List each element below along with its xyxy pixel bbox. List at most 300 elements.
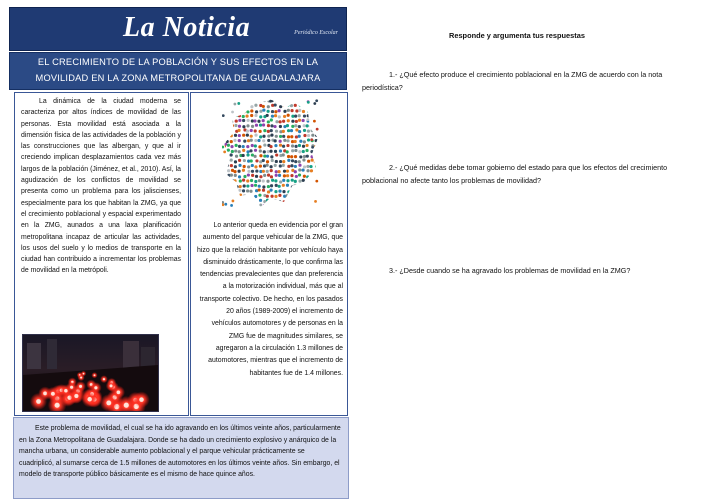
crowd-person-dot [306,165,309,168]
crowd-person-dot [226,134,229,137]
crowd-person-dot [258,145,261,148]
crowd-person-dot [275,174,278,177]
crowd-person-dot [230,145,233,148]
crowd-person-dot [282,130,285,133]
crowd-person-dot [299,140,302,143]
crowd-person-dot [246,124,249,127]
crowd-person-dot [298,114,301,117]
crowd-person-dot [282,190,285,193]
crowd-person-dot [263,174,266,177]
crowd-person-dot [250,114,253,117]
crowd-person-dot [242,119,245,122]
crowd-person-dot [269,145,272,148]
crowd-person-dot [319,114,320,117]
crowd-person-dot [287,129,290,132]
crowd-person-dot [238,145,241,148]
crowd-person-dot [259,175,262,178]
crowd-person-dot [306,185,309,188]
crowd-person-dot [238,114,241,117]
crowd-person-dot [279,120,282,123]
crowd-person-dot [242,145,245,148]
crowd-person-dot [318,104,320,107]
crowd-person-dot [283,170,286,173]
crowd-person-dot [243,159,246,162]
crowd-person-dot [238,204,241,207]
crowd-person-dot [274,199,277,202]
crowd-person-dot [242,134,245,137]
crowd-person-dot [303,99,306,102]
crowd-person-dot [246,130,249,133]
crowd-person-dot [282,200,285,203]
crowd-person-dot [243,175,246,178]
crowd-person-dot [230,100,233,103]
crowd-person-dot [230,153,233,156]
crowd-person-dot [302,195,305,198]
crowd-person-dot [314,160,317,163]
crowd-person-dot [279,135,282,138]
crowd-person-dot [223,170,226,173]
scattered-person-dot [237,102,240,105]
crowd-person-dot [279,204,282,207]
crowd-person-dot [255,159,258,162]
crowd-person-dot [282,135,285,138]
crowd-person-dot [238,110,241,113]
crowd-person-dot [274,139,277,142]
crowd-person-dot [274,103,277,106]
crowd-person-dot [278,200,281,203]
crowd-person-dot [231,114,234,117]
crowd-person-dot [302,110,305,113]
crowd-person-dot [226,184,229,187]
crowd-person-dot [309,194,312,197]
crowd-person-dot [274,190,277,193]
crowd-person-dot [251,125,254,128]
bottom-summary-text [19,423,341,481]
scattered-person-dot [225,143,228,146]
crowd-person-dot [286,174,289,177]
crowd-person-dot [273,125,276,128]
scattered-person-dot [315,180,318,183]
crowd-person-dot [266,170,269,173]
crowd-person-dot [262,189,265,192]
crowd-person-dot [299,155,302,158]
crowd-person-dot [291,159,294,162]
crowd-person-dot [267,124,270,127]
crowd-person-dot [298,168,301,171]
crowd-person-dot [227,105,230,108]
crowd-person-dot [287,114,290,117]
crowd-person-dot [299,183,302,186]
crowd-person-dot [243,165,246,168]
crowd-person-dot [230,174,233,177]
scattered-person-dot [313,120,316,123]
crowd-person-dot [282,120,285,123]
crowd-person-dot [278,115,281,118]
crowd-person-dot [230,194,233,197]
crowd-person-dot [255,110,258,113]
crowd-person-dot [311,159,314,162]
crowd-person-dot [298,100,301,103]
crowd-person-dot [271,159,274,162]
crowd-person-dot [267,150,270,153]
crowd-person-dot [295,190,298,193]
crowd-person-dot [231,188,234,191]
crowd-person-dot [241,104,244,107]
crowd-person-dot [254,144,257,147]
crowd-person-dot [306,194,309,197]
question-3-text: 3.- ¿Desde cuando se ha agravado los problemas de movilidad en la ZMG? [389,266,631,275]
crowd-person-dot [310,155,313,158]
crowd-person-dot [279,144,282,147]
crowd-person-dot [277,170,280,173]
headline-line-2: MOVILIDAD EN LA ZONA METROPOLITANA DE GUADALAJARA [35,73,321,83]
crowd-person-dot [307,110,310,113]
crowd-person-dot [262,135,265,138]
crowd-person-dot [251,174,254,177]
crowd-person-dot [274,114,277,117]
crowd-person-dot [286,139,289,142]
crowd-person-dot [259,149,262,152]
crowd-person-dot [315,150,318,153]
crowd-person-dot [245,114,248,117]
crowd-person-dot [294,145,297,148]
crowd-person-dot [287,190,290,193]
scattered-person-dot [230,204,233,207]
crowd-person-dot [271,110,274,113]
crowd-person-dot [294,99,297,102]
crowd-person-dot [287,135,290,138]
crowd-person-dot [262,159,265,162]
crowd-person-dot [259,154,262,157]
scattered-person-dot [232,200,235,203]
crowd-person-dot [318,119,320,122]
crowd-person-dot [231,124,234,127]
crowd-person-dot [282,184,285,187]
crowd-person-dot [270,205,273,208]
crowd-person-dot [234,160,237,163]
crowd-person-dot [247,99,250,102]
crowd-person-dot [294,149,297,152]
crowd-person-dot [301,205,304,208]
crowd-person-dot [294,160,297,163]
newspaper-title: La Noticia [123,12,251,43]
crowd-person-dot [290,109,293,112]
crowd-person-dot [302,145,305,148]
headline-line-1: EL CRECIMIENTO DE LA POBLACIÓN Y SUS EFECTOS EN LA [37,57,319,67]
crowd-person-dot [239,185,242,188]
crowd-person-dot [274,110,277,113]
crowd-person-dot [257,120,260,123]
crowd-person-dot [270,124,273,127]
crowd-person-dot [318,139,320,142]
crowd-person-dot [227,195,230,198]
crowd-person-dot [222,195,225,198]
crowd-person-dot [243,140,246,143]
crowd-person-dot [226,140,229,143]
crowd-person-dot [238,119,241,122]
crowd-person-dot [315,195,318,198]
crowd-person-dot [259,124,262,127]
crowd-person-dot [287,119,290,122]
crowd-person-dot [223,180,226,183]
crowd-person-dot [306,124,309,127]
crowd-person-dot [230,140,233,143]
crowd-person-dot [287,159,290,162]
crowd-person-dot [222,100,225,103]
crowd-person-dot [262,170,265,173]
crowd-person-dot [313,125,316,128]
crowd-person-dot [250,129,253,132]
crowd-person-dot [259,130,262,133]
crowd-person-dot [254,129,257,132]
crowd-person-dot [246,145,249,148]
crowd-person-dot [235,204,238,207]
crowd-person-dot [309,165,312,168]
crowd-person-dot [278,185,281,188]
crowd-person-dot [314,110,317,113]
crowd-person-dot [235,114,238,117]
scattered-person-dot [224,203,227,206]
crowd-person-dot [311,174,314,177]
crowd-person-dot [257,139,260,142]
crowd-person-dot [279,125,282,128]
scattered-person-dot [316,128,319,131]
crowd-person-dot [286,104,289,107]
crowd-person-dot [302,158,305,161]
traffic-night-photo [22,334,159,412]
crowd-person-dot [294,115,297,118]
crowd-person-dot [283,139,286,142]
crowd-person-dot [279,180,282,183]
crowd-person-dot [274,144,277,147]
crowd-person-dot [271,115,274,118]
crowd-person-dot [319,193,320,196]
crowd-person-dot [303,124,306,127]
crowd-person-dot [302,150,305,153]
crowd-person-dot [274,195,277,198]
crowd-person-dot [234,99,237,102]
crowd-person-dot [242,200,245,203]
crowd-person-dot [233,179,236,182]
crowd-person-dot [310,169,313,172]
traffic-lights-image [23,335,158,411]
scattered-person-dot [222,203,224,206]
crowd-person-dot [294,180,297,183]
crowd-person-dot [243,205,246,208]
crowd-person-dot [246,134,249,137]
crowd-person-dot [298,173,301,176]
crowd-person-dot [258,185,261,188]
crowd-person-dot [290,104,293,107]
crowd-person-dot [239,200,242,203]
crowd-person-dot [270,118,273,121]
crowd-person-dot [285,204,288,207]
crowd-person-dot [294,165,297,168]
crowd-person-dot [250,195,253,198]
crowd-person-dot [298,164,301,167]
crowd-person-dot [234,174,237,177]
crowd-person-dot [270,195,273,198]
scattered-person-dot [223,150,226,153]
crowd-person-dot [275,130,278,133]
crowd-person-dot [303,129,306,132]
crowd-person-dot [222,174,225,177]
crowd-person-dot [249,149,252,152]
crowd-person-dot [262,179,265,182]
crowd-person-dot [239,179,242,182]
crowd-person-dot [266,195,269,198]
left-column-paragraph: La dinámica de la ciudad moderna se caracteriza por altos índices de movilidad de las personas. Esta movilidad está asociada a la dimensión física de las actividades de la población y las construcciones que las albergan, y que al ir creciendo implican desplazamientos cada vez más largos de la población (Jiménez, et al., 2010). Así, la agudización de los conflictos de movilidad se presenta como un problema para los jaliscienses, especialmente para los que habitan la ZMG, ya que el crecimiento poblacional y espacial experimentado en la ZMG, aunados a una laxa planificación metropolitana incapaz de articular las actividades, los usos del suelo y lo medios de transporte en la ciudad han contribuido a incrementar los problemas de movilidad en la metrópoli. [21,98,181,275]
crowd-person-dot [282,145,285,148]
crowd-person-dot [318,100,320,103]
crowd-person-dot [306,180,309,183]
crowd-person-dot [250,100,253,103]
crowd-person-dot [306,175,309,178]
crowd-person-dot [318,169,320,172]
crowd-person-dot [310,124,313,127]
crowd-person-dot [286,150,289,153]
crowd-person-dot [246,184,249,187]
crowd-person-dot [238,164,241,167]
crowd-person-dot [223,135,226,138]
crowd-person-dot [311,109,314,112]
crowd-person-dot [263,129,266,132]
crowd-person-dot [230,159,233,162]
crowd-person-dot [302,104,305,107]
crowd-person-dot [302,199,305,202]
crowd-person-dot [294,140,297,143]
taillight-core [83,373,85,375]
crowd-person-dot [307,134,310,137]
crowd-person-dot [283,99,286,102]
crowd-person-dot [238,139,241,142]
crowd-person-dot [262,185,265,188]
crowd-person-dot [290,195,293,198]
crowd-person-dot [250,109,253,112]
crowd-person-dot [255,175,258,178]
crowd-person-dot [251,204,254,207]
crowd-person-dot [293,184,296,187]
crowd-person-dot [267,134,270,137]
crowd-person-dot [263,143,266,146]
crowd-person-dot [294,155,297,158]
crowd-person-dot [310,190,313,193]
crowd-person-dot [230,128,233,131]
crowd-person-dot [226,124,229,127]
crowd-person-dot [298,205,301,208]
crowd-person-dot [305,105,308,108]
crowd-person-dot [303,134,306,137]
crowd-person-dot [267,174,270,177]
crowd-person-dot [302,179,305,182]
crowd-person-dot [246,150,249,153]
crowd-person-dot [298,119,301,122]
crowd-person-dot [290,203,293,206]
crowd-person-dot [254,149,257,152]
crowd-person-dot [250,139,253,142]
crowd-person-dot [259,199,262,202]
crowd-person-dot [263,204,266,207]
taillight-core [139,397,143,401]
taillight-core [110,384,113,387]
crowd-person-dot [233,194,236,197]
crowd-person-dot [291,179,294,182]
crowd-person-dot [266,164,269,167]
crowd-person-dot [250,159,253,162]
crowd-person-dot [230,120,233,123]
crowd-person-dot [307,114,310,117]
crowd-person-dot [305,149,308,152]
crowd-person-dot [250,199,253,202]
crowd-person-dot [303,140,306,143]
taillight-core [51,392,55,396]
crowd-person-dot [238,189,241,192]
crowd-person-dot [291,120,294,123]
crowd-person-dot [242,179,245,182]
scattered-person-dot [314,200,317,203]
question-2 [362,161,682,187]
crowd-person-dot [239,193,242,196]
crowd-person-dot [250,184,253,187]
crowd-person-dot [246,104,249,107]
crowd-person-dot [254,180,257,183]
scattered-person-dot [222,146,224,149]
crowd-person-dot [247,170,250,173]
crowd-person-dot [303,175,306,178]
crowd-person-dot [226,164,229,167]
scattered-person-dot [269,100,272,103]
crowd-person-dot [279,140,282,143]
crowd-person-dot [254,165,257,168]
crowd-person-dot [315,184,318,187]
crowd-person-dot [223,119,226,122]
crowd-person-dot [247,204,250,207]
crowd-person-dot [231,150,234,153]
crowd-person-dot [315,115,318,118]
crowd-person-dot [235,155,238,158]
crowd-person-dot [226,108,229,111]
crowd-person-dot [294,104,297,107]
crowd-person-dot [270,199,273,202]
crowd-person-dot [246,153,249,156]
crowd-person-dot [318,124,320,127]
question-1 [362,68,682,94]
crowd-person-dot [226,200,229,203]
crowd-person-dot [283,115,286,118]
crowd-person-dot [310,99,313,102]
crowd-person-dot [246,200,249,203]
crowd-person-dot [298,180,301,183]
crowd-person-dot [275,205,278,208]
crowd-person-dot [254,139,257,142]
crowd-person-dot [307,189,310,192]
newspaper-tagline: Periódico Escolar [294,30,338,36]
crowd-person-dot [258,179,261,182]
crowd-person-dot [222,139,225,142]
crowd-person-dot [230,134,233,137]
crowd-person-dot [315,134,318,137]
crowd-person-dot [253,155,256,158]
crowd-person-dot [242,169,245,172]
crowd-person-dot [275,184,278,187]
crowd-person-dot [314,154,317,157]
crowd-person-dot [267,105,270,108]
taillight-core [70,386,73,389]
crowd-person-dot [266,199,269,202]
crowd-person-dot [275,170,278,173]
crowd-person-dot [227,149,230,152]
crowd-person-dot [242,189,245,192]
